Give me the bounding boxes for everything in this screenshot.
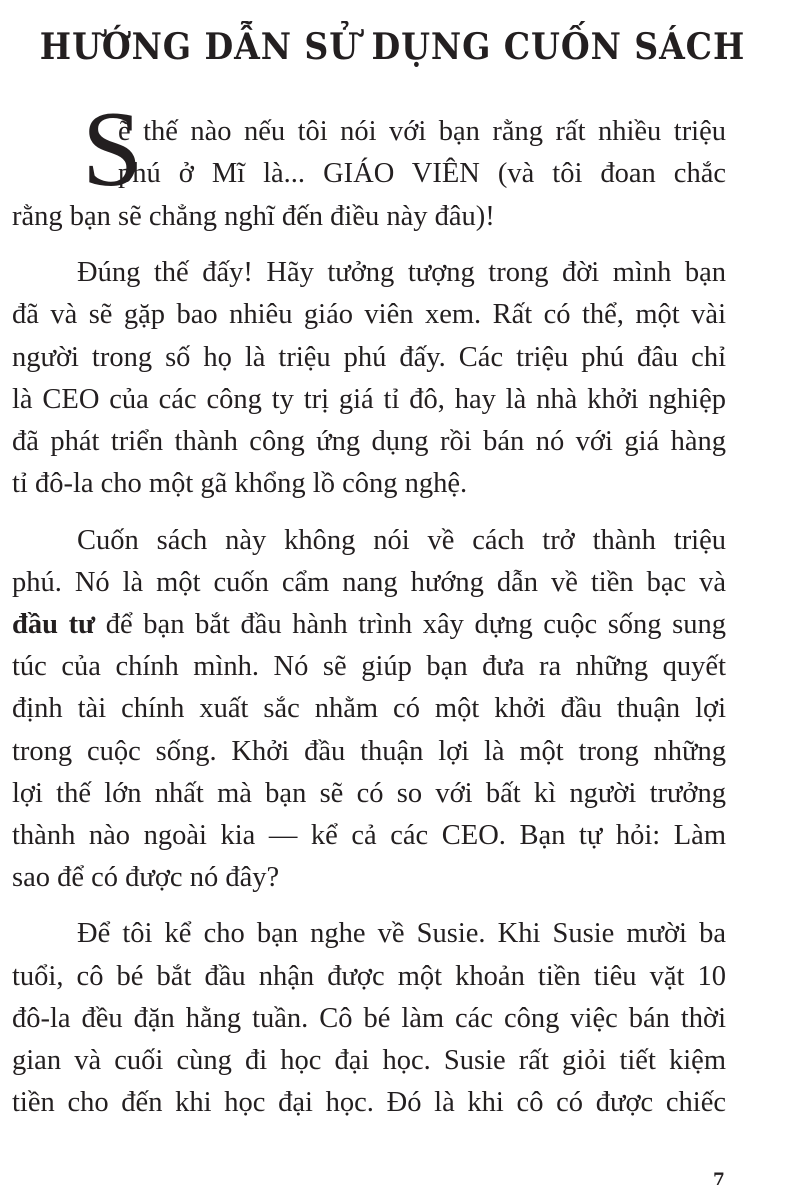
text-line: ẽ thế nào nếu tôi nói với bạn rằng rất nhiều triệu xyxy=(118,116,726,147)
bold-term: đầu tư xyxy=(12,609,96,640)
drop-cap: S xyxy=(82,90,143,209)
text-line: thành nào ngoài kia — kể cả các CEO. Bạn tự hỏi: Làm xyxy=(12,820,726,851)
text-line: Để tôi kể cho bạn nghe về Susie. Khi Susie mười ba xyxy=(77,918,726,949)
text-line-with-bold xyxy=(12,606,726,644)
text-line: tỉ đô-la cho một gã khổng lồ công nghệ. xyxy=(12,468,468,499)
text-line: rằng bạn sẽ chẳng nghĩ đến điều này đâu)! xyxy=(12,201,495,232)
text-line: Đúng thế đấy! Hãy tưởng tượng trong đời mình bạn xyxy=(77,257,726,288)
text-line: túc của chính mình. Nó sẽ giúp bạn đưa ra những quyết xyxy=(12,651,726,682)
text-line: đã và sẽ gặp bao nhiêu giáo viên xem. Rất có thể, một vài xyxy=(12,299,726,330)
text-line: trong cuộc sống. Khởi đầu thuận lợi là một trong những xyxy=(12,736,726,767)
text-line: sao để có được nó đây? xyxy=(12,862,280,893)
text-line: phú ở Mĩ là... GIÁO VIÊN (và tôi đoan chắc xyxy=(118,158,726,189)
text-line: đô-la đều đặn hằng tuần. Cô bé làm các công việc bán thời xyxy=(12,1003,726,1034)
text-line: định tài chính xuất sắc nhằm có một khởi đầu thuận lợi xyxy=(12,693,726,724)
text-line: gian và cuối cùng đi học đại học. Susie rất giỏi tiết kiệm xyxy=(12,1045,726,1076)
text-line: lợi thế lớn nhất mà bạn sẽ có so với bất kì người trưởng xyxy=(12,778,726,809)
text-line: phú. Nó là một cuốn cẩm nang hướng dẫn về tiền bạc và xyxy=(12,567,726,598)
chapter-title: HƯỚNG DẪN SỬ DỤNG CUỐN SÁCH xyxy=(39,26,746,68)
text-line: Cuốn sách này không nói về cách trở thành triệu xyxy=(77,525,726,556)
page-number: 7 xyxy=(713,1170,725,1190)
text-line: là CEO của các công ty trị giá tỉ đô, hay là nhà khởi nghiệp xyxy=(12,384,726,415)
text-line-rest: để bạn bắt đầu hành trình xây dựng cuộc sống sung xyxy=(105,609,727,640)
text-line: đã phát triển thành công ứng dụng rồi bán nó với giá hàng xyxy=(12,426,726,457)
text-line: tuổi, cô bé bắt đầu nhận được một khoản tiền tiêu vặt 10 xyxy=(12,961,726,992)
text-line: tiền cho đến khi học đại học. Đó là khi cô có được chiếc xyxy=(12,1087,726,1118)
text-line: người trong số họ là triệu phú đấy. Các triệu phú đâu chỉ xyxy=(12,342,726,373)
